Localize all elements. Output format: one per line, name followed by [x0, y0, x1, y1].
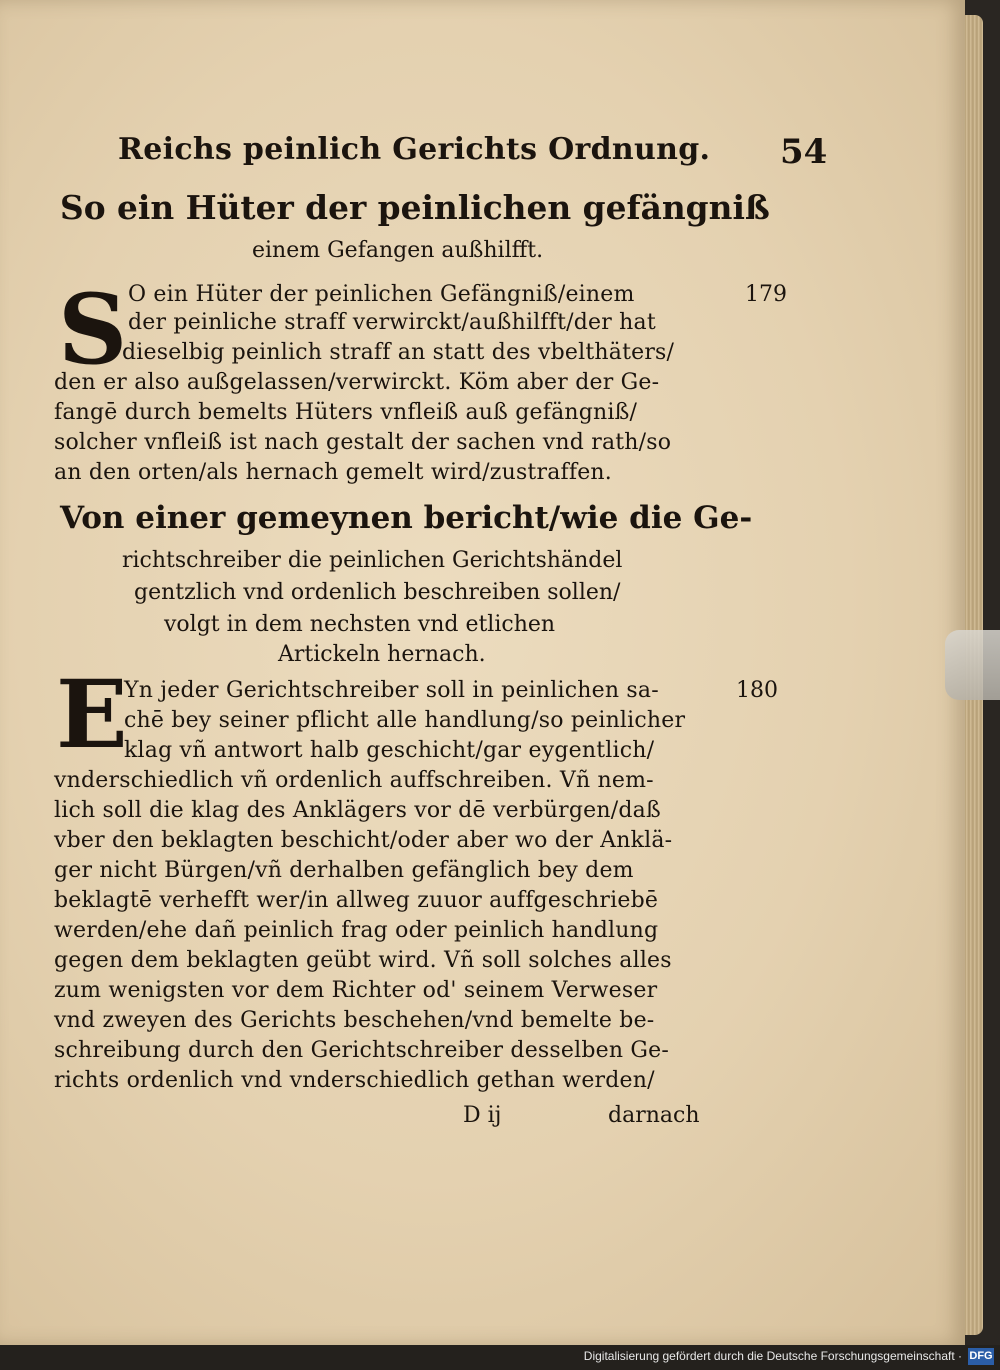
section2-heading-line: Artickeln hernach.: [278, 642, 486, 667]
section2-line: werden/ehe dañ peinlich frag oder peinlich handlung: [54, 918, 659, 943]
section2-heading-line: volgt in dem nechsten vnd etlichen: [164, 612, 556, 637]
section1-line: O ein Hüter der peinlichen Gefängniß/einem: [128, 282, 635, 307]
section1-line: an den orten/als hernach gemelt wird/zustraffen.: [54, 460, 612, 485]
section2-heading-line: Von einer gemeynen bericht/wie die Ge-: [60, 500, 753, 536]
section2-line: klag vñ antwort halb geschicht/gar eygentlich/: [124, 738, 655, 763]
section1-line: der peinliche straff verwirckt/außhilfft/der hat: [128, 310, 656, 335]
section2-line: lich soll die klag des Anklägers vor dē verbürgen/daß: [54, 798, 661, 823]
section2-line: beklagtē verhefft wer/in allweg zuuor auffgeschriebē: [54, 888, 659, 913]
page-clip: [945, 630, 1000, 700]
section1-line: dieselbig peinlich straff an statt des vbelthäters/: [122, 340, 675, 365]
section2-line: Yn jeder Gerichtschreiber soll in peinlichen sa-: [124, 678, 659, 703]
section1-line: fangē durch bemelts Hüters vnfleiß auß gefängniß/: [54, 400, 638, 425]
section2-line: chē bey seiner pflicht alle handlung/so peinlicher: [124, 708, 686, 733]
dfg-logo-icon: DFG: [968, 1348, 994, 1365]
section2-line: ger nicht Bürgen/vñ derhalben gefänglich bey dem: [54, 858, 634, 883]
section2-margin-number: 180: [736, 678, 778, 703]
section1-margin-number: 179: [745, 282, 787, 307]
section2-line: gegen dem beklagten geübt wird. Vñ soll solches alles: [54, 948, 672, 973]
section2-dropcap: E: [56, 660, 128, 770]
section1-line: solcher vnfleiß ist nach gestalt der sachen vnd rath/so: [54, 430, 672, 455]
running-head: Reichs peinlich Gerichts Ordnung.: [118, 132, 711, 167]
section2-line: zum wenigsten vor dem Richter od' seinem Verweser: [54, 978, 658, 1003]
section2-heading-line: richtschreiber die peinlichen Gerichtshändel: [122, 548, 623, 573]
section1-subheading: einem Gefangen außhilfft.: [252, 238, 544, 263]
section1-line: den er also außgelassen/verwirckt. Köm aber der Ge-: [54, 370, 660, 395]
footer-credit: Digitalisierung gefördert durch die Deutsche Forschungsgemeinschaft ·: [583, 1349, 962, 1363]
section2-line: vber den beklagten beschicht/oder aber wo der Anklä-: [54, 828, 673, 853]
section1-heading: So ein Hüter der peinlichen gefängniß: [60, 188, 770, 227]
section1-dropcap: S: [58, 273, 128, 386]
section2-line: schreibung durch den Gerichtschreiber desselben Ge-: [54, 1038, 670, 1063]
signature-mark: D ij: [463, 1103, 502, 1128]
section2-line: richts ordenlich vnd vnderschiedlich gethan werden/: [54, 1068, 655, 1093]
section2-heading-line: gentzlich vnd ordenlich beschreiben sollen/: [134, 580, 621, 605]
section2-line: vnderschiedlich vñ ordenlich auffschreiben. Vñ nem-: [54, 768, 654, 793]
page-number: 54: [780, 132, 828, 172]
section2-line: vnd zweyen des Gerichts beschehen/vnd bemelte be-: [54, 1008, 655, 1033]
catchword: darnach: [608, 1103, 700, 1128]
